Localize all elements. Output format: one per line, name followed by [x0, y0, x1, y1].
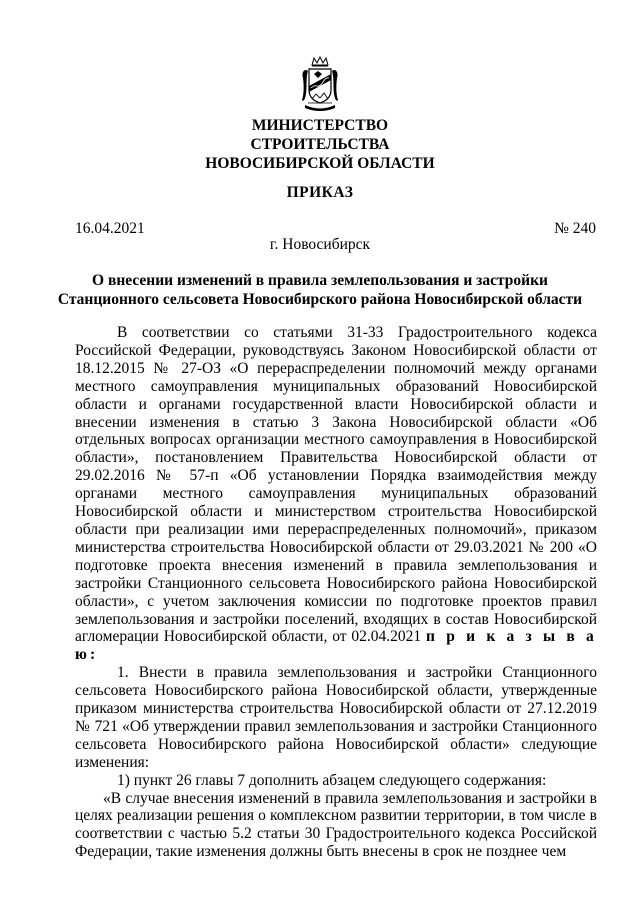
ministry-line-3: НОВОСИБИРСКОЙ ОБЛАСТИ	[205, 155, 435, 172]
subitem-1-paragraph: 1) пункт 26 главы 7 дополнить абзацем следующего содержания:	[117, 771, 547, 789]
subject-line-1: О внесении изменений в правила землепользования и застройки	[92, 272, 548, 289]
document-body	[75, 324, 597, 861]
coat-of-arms-emblem	[300, 56, 340, 114]
ministry-line-2: СТРОИТЕЛЬСТВА	[250, 136, 390, 153]
document-city: г. Новосибирск	[269, 236, 371, 253]
order-word: п р и к а з ы в а ю:	[75, 628, 598, 664]
ministry-name	[0, 116, 640, 173]
document-date: 16.04.2021	[75, 220, 145, 237]
item-1-paragraph: 1. Внести в правила землепользования и застройки Станционного сельсовета Новосибирского района Новосибирской области, утвержденные приказом министерства строительства Новосибирской области от 27.12.2019 № 721 «Об утверждении правил землепользования и застройки Станционного сельсовета Новосибирского района Новосибирской области» следующие изменения:	[75, 664, 597, 771]
quote-paragraph: «В случае внесения изменений в правила землепользования и застройки в целях реализации решения о комплексном развитии территории, в том числе в соответствии с частью 5.2 статьи 30 Градостроительного кодекса Российской Федерации, такие изменения должны быть внесены в срок не позднее чем	[75, 789, 597, 861]
document-type-title: ПРИКАЗ	[286, 184, 354, 201]
preamble-text: В соответствии со статьями 31-33 Градостроительного кодекса Российской Федерации, руководствуясь Законом Новосибирской области от 18.12.2015 № 27-ОЗ «О перераспределении полномочий между органами местного самоуправления муниципальных образований Новосибирской области и органами государственной власти Новосибирской области и внесении изменения в статью 3 Закона Новосибирской области «Об отдельных вопросах организации местного самоуправления в Новосибирской области», постановлением Правительства Новосибирской области от 29.02.2016 № 57-п «Об установлении Порядка взаимодействия между органами местного самоуправления муниципальных образований Новосибирской области и министерством строительства Новосибирской области при реализации ими перераспределенных полномочий», приказом министерства строительства Новосибирской области от 29.03.2021 № 200 «О подготовке проекта внесения изменений в правила землепользования и застройки Станционного сельсовета Новосибирского района Новосибирской области», с учетом заключения комиссии по подготовке проектов правил землепользования и застройки поселений, входящих в состав Новосибирской агломерации Новосибирской области, от 02.04.2021	[75, 324, 597, 646]
subject-line-2: Станционного сельсовета Новосибирского района Новосибирской области	[57, 291, 583, 308]
ministry-line-1: МИНИСТЕРСТВО	[251, 117, 389, 134]
preamble-paragraph	[75, 324, 597, 664]
document-subject	[0, 271, 640, 309]
document-number: № 240	[554, 220, 596, 237]
